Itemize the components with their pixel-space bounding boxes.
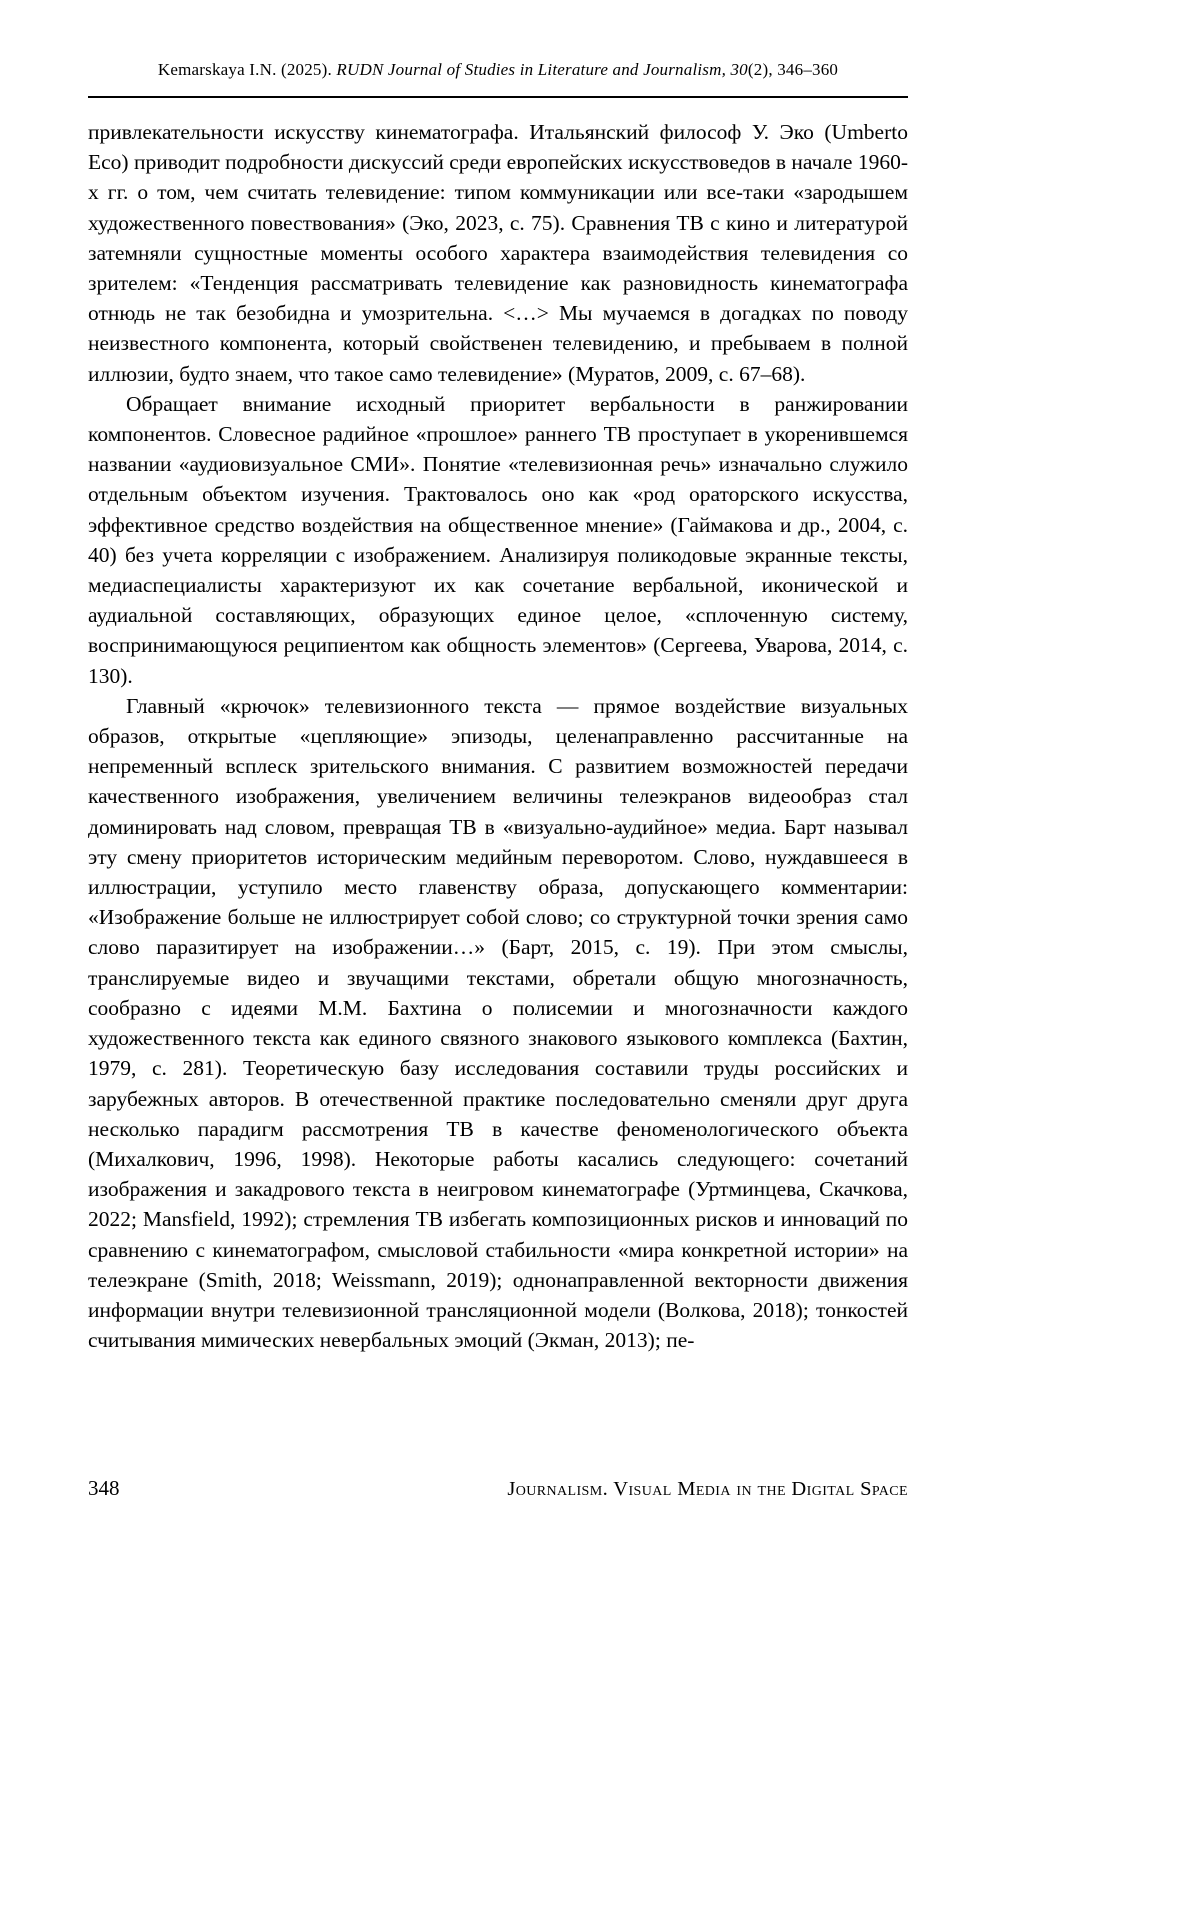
citation-issue-pages: (2), 346–360 [747,60,839,79]
page-content [88,0,908,1355]
running-head-citation [88,0,908,80]
header-rule [88,96,908,98]
body-paragraph-1: привлекательности искусству кинематографа. Итальянский философ У. Эко (Umberto Eco) приводит подробности дискуссий среди европейских искусствоведов в начале 1960-х гг. о том, чем считать телевидение: типом коммуникации или все-таки «зародышем художественного повествования» (Эко, 2023, с. 75). Сравнения ТВ с кино и литературой затемняли сущностные моменты особого характера взаимодействия телевидения со зрителем: «Тенденция рассматривать телевидение как разновидность кинематографа отнюдь не так безобидна и умозрительна. <…> Мы мучаемся в догадках по поводу неизвестного компонента, который свойственен телевидению, и пребываем в полной иллюзии, будто знаем, что такое само телевидение» (Муратов, 2009, с. 67–68). [88,120,908,386]
article-body [88,117,908,1355]
body-paragraph-3: Главный «крючок» телевизионного текста — прямое воздействие визуальных образов, открытые «цепляющие» эпизоды, целенаправленно рассчитанные на непременный всплеск зрительского внимания. С развитием возможностей передачи качественного изображения, увеличением величины телеэкранов видеообраз стал доминировать над словом, превращая ТВ в «визуально-аудийное» медиа. Барт называл эту смену приоритетов историческим медийным переворотом. Слово, нуждавшееся в иллюстрации, уступило место главенству образа, допускающего комментарии: «Изображение больше не иллюстрирует собой слово; со структурной точки зрения само слово паразитирует на изображении…» (Барт, 2015, с. 19). При этом смыслы, транслируемые видео и звучащими текстами, обретали общую многозначность, сообразно с идеями М.М. Бахтина о полисемии и многозначности каждого художественного текста как единого связного знакового языкового комплекса (Бахтин, 1979, с. 281). Теоретическую базу исследования составили труды российских и зарубежных авторов. В отечественной практике последовательно сменяли друг друга несколько парадигм рассмотрения ТВ в качестве феноменологического объекта (Михалкович, 1996, 1998). Некоторые работы касались следующего: сочетаний изображения и закадрового текста в неигровом кинематографе (Уртминцева, Скачкова, 2022; Mansfield, 1992); стремления ТВ избегать композиционных рисков и инноваций по сравнению с кинематографом, смысловой стабильности «мира конкретной истории» на телеэкране (Smith, 2018; Weissmann, 2019); однонаправленной векторности движения информации внутри телевизионной трансляционной модели (Волкова, 2018); тонкостей считывания мимических невербальных эмоций (Экман, 2013); пе- [88,693,908,1353]
running-title: Journalism. Visual Media in the Digital Space [507,1478,908,1500]
citation-author-year: Kemarskaya I.N. (2025). [157,60,337,79]
page-footer [88,1476,908,1501]
body-paragraph-2: Обращает внимание исходный приоритет вербальности в ранжировании компонентов. Словесное радийное «прошлое» раннего ТВ проступает в укоренившемся названии «аудиовизуальное СМИ». Понятие «телевизионная речь» изначально служило отдельным объектом изучения. Трактовалось оно как «род ораторского искусства, эффективное средство воздействия на общественное мнение» (Гаймакова и др., 2004, с. 40) без учета корреляции с изображением. Анализируя поликодовые экранные тексты, медиаспециалисты характеризуют их как сочетание вербальной, иконической и аудиальной составляющих, образующих единое целое, «сплоченную систему, воспринимающуюся реципиентом как общность элементов» (Сергеева, Уварова, 2014, с. 130). [88,391,908,688]
citation-journal-title: RUDN Journal of Studies in Literature and Journalism, 30 [336,60,748,79]
page-number: 348 [88,1476,120,1500]
